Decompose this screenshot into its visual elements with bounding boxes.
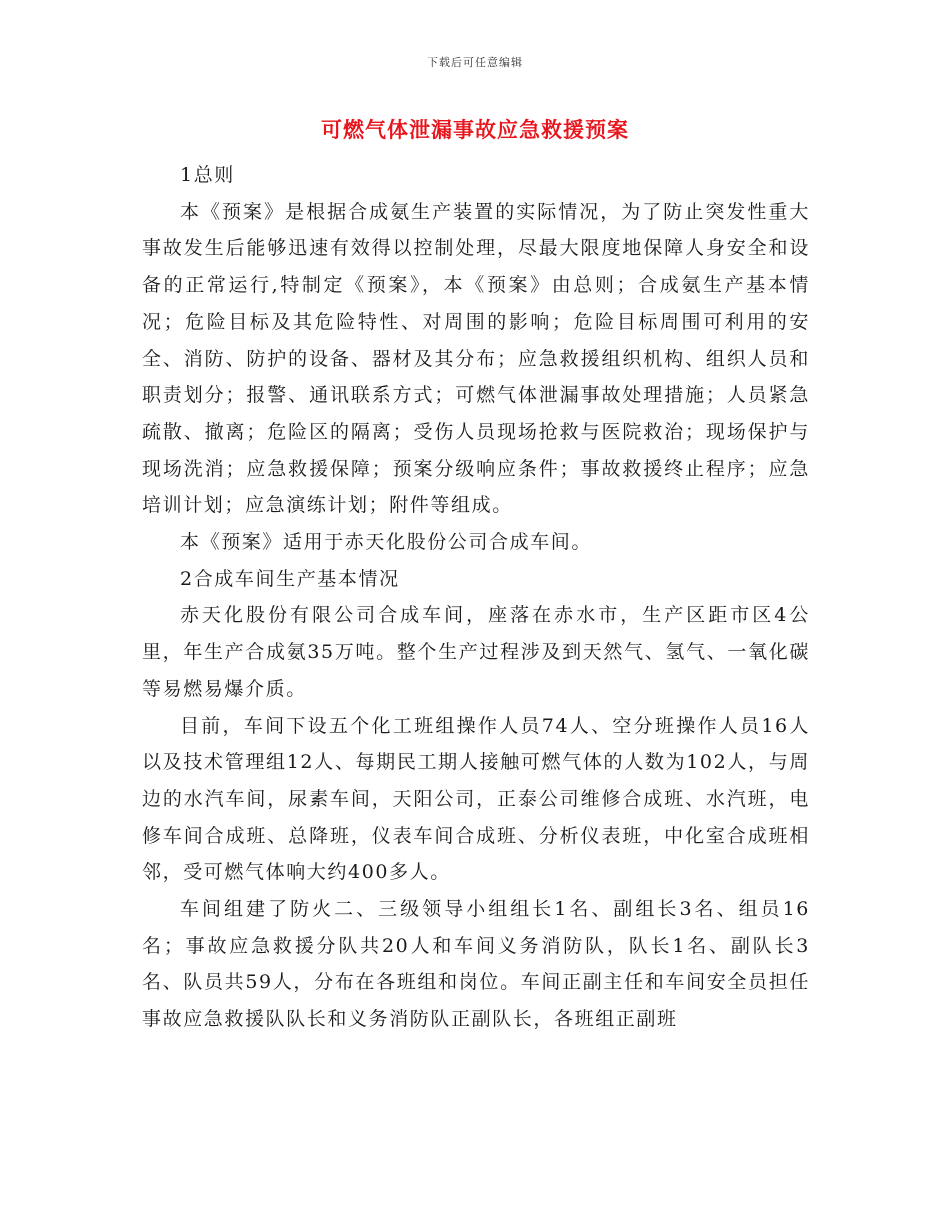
header-note: 下载后可任意编辑 [427, 56, 523, 69]
paragraph-2: 本《预案》适用于赤天化股份公司合成车间。 [180, 531, 593, 554]
section-heading-2: 2合成车间生产基本情况 [180, 567, 400, 590]
paragraph-3: 赤天化股份有限公司合成车间，座落在赤水市，生产区距市区4公里，年生产合成氨35万吨。整个生产过程涉及到天然气、氢气、一氧化碳等易燃易爆介质。 [142, 604, 810, 700]
paragraph-1: 本《预案》是根据合成氨生产装置的实际情况，为了防止突发性重大事故发生后能够迅速有效得以控制处理，尽最大限度地保障人身安全和设备的正常运行,特制定《预案》，本《预案》由总则；合成氨生产基本情况；危险目标及其危险特性、对周围的影响；危险目标周围可利用的安全、消防、防护的设备、器材及其分布；应急救援组织机构、组织人员和职责划分；报警、通讯联系方式；可燃气体泄漏事故处理措施；人员紧急疏散、撤离；危险区的隔离；受伤人员现场抢救与医院救治；现场保护与现场洗消；应急救援保障；预案分级响应条件；事故救援终止程序；应急培训计划；应急演练计划；附件等组成。 [142, 200, 810, 517]
document-body [142, 157, 810, 1038]
document-title: 可燃气体泄漏事故应急救援预案 [321, 117, 629, 142]
paragraph-4: 目前，车间下设五个化工班组操作人员74人、空分班操作人员16人以及技术管理组12人、每期民工期人接触可燃气体的人数为102人，与周边的水汽车间，尿素车间，天阳公司，正泰公司维修合成班、水汽班，电修车间合成班、总降班，仪表车间合成班、分析仪表班，中化室合成班相邻，受可燃气体响大约400多人。 [142, 714, 810, 884]
section-heading-1: 1总则 [180, 164, 235, 186]
paragraph-5: 车间组建了防火二、三级领导小组组长1名、副组长3名、组员16名；事故应急救援分队共20人和车间义务消防队，队长1名、副队长3名、队员共59人，分布在各班组和岗位。车间正副主任和车间安全员担任事故应急救援队队长和义务消防队正副队长，各班组正副班 [142, 898, 810, 1031]
